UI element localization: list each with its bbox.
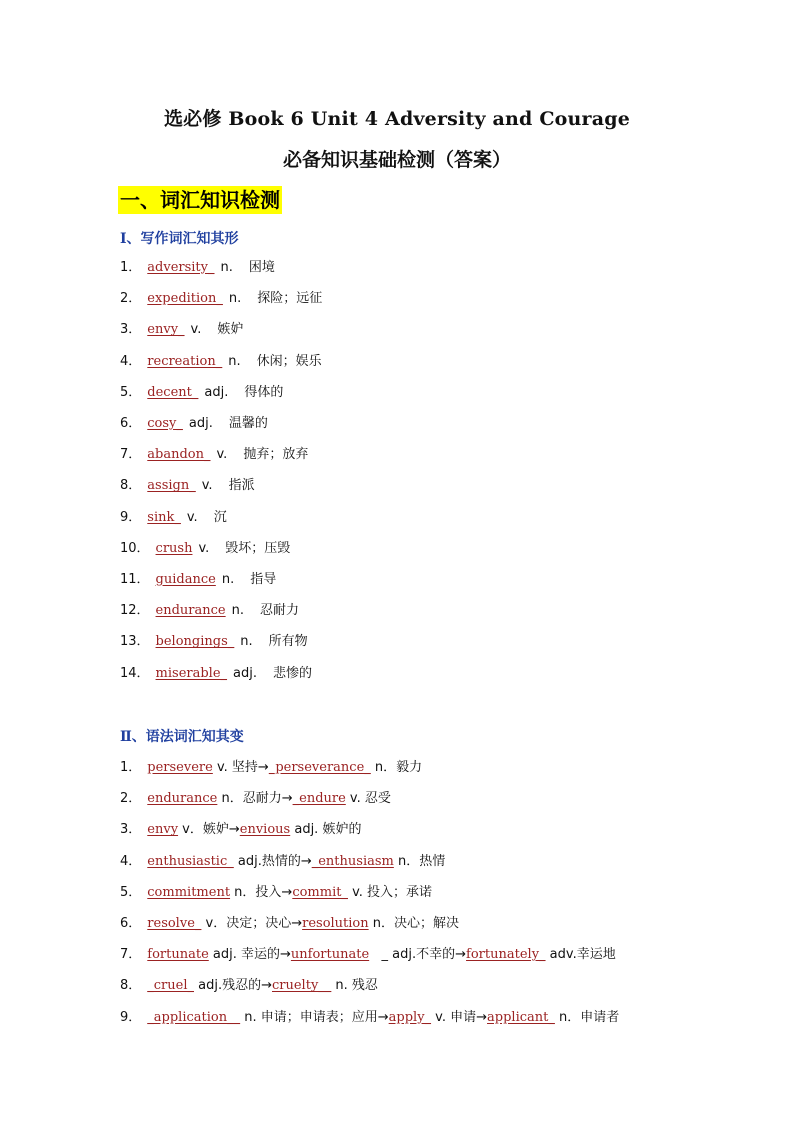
answer-word: endurance bbox=[147, 791, 218, 807]
word-gloss: v. 申请→ bbox=[431, 1009, 488, 1025]
chinese-meaning: 抛弃；放弃 bbox=[243, 447, 309, 463]
word-gloss: v. 投入；承诺 bbox=[347, 884, 433, 900]
word-gloss: n. 申请；申请表；应用→ bbox=[240, 1009, 389, 1025]
item-number: 6． bbox=[120, 416, 142, 431]
part-of-speech: n. bbox=[231, 603, 244, 619]
word-gloss: n．热情 bbox=[393, 853, 446, 869]
item-number: 13． bbox=[120, 634, 150, 650]
chinese-meaning: 得体的 bbox=[244, 384, 284, 400]
chinese-meaning: 休闲；娱乐 bbox=[256, 353, 322, 369]
vocab-row bbox=[120, 320, 243, 340]
answer-word: _application__ bbox=[147, 1009, 241, 1025]
word-family-row bbox=[120, 945, 616, 965]
chinese-meaning: 指导 bbox=[250, 572, 277, 587]
word-gloss: adj. 幸运的→ bbox=[208, 947, 291, 963]
word-gloss: v. 坚持→ bbox=[212, 760, 269, 775]
vocab-row bbox=[120, 539, 290, 559]
item-number: 1． bbox=[120, 260, 142, 275]
item-number: 4． bbox=[120, 853, 142, 869]
answer-word: enthusiastic_ bbox=[147, 853, 234, 869]
vocab-row bbox=[120, 383, 283, 403]
answer-word: envy_ bbox=[147, 322, 185, 338]
word-gloss: _ adj.不幸的→ bbox=[369, 947, 467, 963]
item-number: 1． bbox=[120, 760, 142, 775]
word-gloss: n．申请者 bbox=[554, 1009, 620, 1025]
answer-word: resolution bbox=[302, 916, 369, 931]
word-gloss: adj.残忍的→ bbox=[194, 978, 272, 994]
item-number: 9． bbox=[120, 1009, 142, 1025]
answer-word: envy bbox=[147, 822, 179, 838]
chinese-meaning: 所有物 bbox=[268, 634, 308, 650]
part-of-speech: adj. bbox=[188, 416, 213, 431]
vocab-row bbox=[120, 570, 276, 590]
part-of-speech: n. bbox=[221, 572, 235, 587]
part-of-speech: n. bbox=[240, 634, 253, 650]
answer-word: guidance bbox=[155, 572, 216, 587]
vocab-row bbox=[120, 601, 299, 621]
part-of-speech: v. bbox=[216, 447, 228, 463]
answer-word: unfortunate bbox=[290, 947, 370, 963]
word-gloss: n. 残忍 bbox=[331, 978, 378, 994]
answer-word: _perseverance_ bbox=[268, 760, 371, 775]
vocab-row bbox=[120, 632, 308, 652]
word-family-row bbox=[120, 820, 361, 840]
answer-word: belongings_ bbox=[155, 634, 235, 650]
answer-word: apply_ bbox=[388, 1009, 432, 1025]
item-number: 2． bbox=[120, 291, 142, 307]
document-subtitle: 必备知识基础检测（答案） bbox=[282, 149, 511, 171]
item-number: 4． bbox=[120, 353, 142, 369]
answer-word: _enthusiasm bbox=[311, 853, 394, 869]
vocab-row bbox=[120, 414, 268, 434]
part-of-speech: adj. bbox=[233, 665, 258, 681]
vocab-row bbox=[120, 258, 275, 278]
chinese-meaning: 嫉妒 bbox=[217, 322, 244, 338]
answer-word: abandon_ bbox=[147, 447, 211, 463]
part-of-speech: n. bbox=[228, 291, 242, 307]
item-number: 6． bbox=[120, 916, 142, 931]
word-gloss: n．忍耐力→ bbox=[217, 791, 293, 807]
part-of-speech: v. bbox=[201, 478, 213, 494]
chinese-meaning: 温馨的 bbox=[228, 416, 268, 431]
word-gloss: adj. 嫉妒的 bbox=[290, 822, 362, 838]
section-heading-vocabulary: 一、词汇知识检测 bbox=[120, 188, 280, 212]
vocab-row bbox=[120, 664, 312, 684]
answer-word: sink_ bbox=[147, 509, 181, 525]
word-family-row bbox=[120, 914, 459, 934]
chinese-meaning: 指派 bbox=[228, 478, 255, 494]
vocab-row bbox=[120, 352, 322, 372]
part2-heading: Ⅱ、语法词汇知其变 bbox=[120, 729, 244, 745]
word-gloss: adv.幸运地 bbox=[545, 947, 616, 963]
item-number: 3． bbox=[120, 822, 142, 838]
document-title: 选必修 Book 6 Unit 4 Adversity and Courage bbox=[163, 108, 631, 130]
item-number: 2． bbox=[120, 791, 142, 807]
part-of-speech: v. bbox=[186, 509, 198, 525]
word-family-row bbox=[120, 758, 422, 778]
answer-word: _endure bbox=[292, 791, 346, 807]
answer-word: persevere bbox=[147, 760, 213, 775]
answer-word: envious bbox=[239, 822, 291, 838]
item-number: 14． bbox=[120, 665, 150, 681]
answer-word: fortunate bbox=[147, 947, 209, 963]
answer-word: resolve_ bbox=[147, 916, 202, 931]
vocab-row bbox=[120, 508, 227, 528]
answer-word: cosy_ bbox=[147, 416, 183, 431]
answer-word: miserable_ bbox=[155, 665, 228, 681]
chinese-meaning: 忍耐力 bbox=[260, 603, 300, 619]
word-family-row bbox=[120, 789, 391, 809]
part-of-speech: n. bbox=[220, 260, 233, 275]
chinese-meaning: 探险；远征 bbox=[257, 291, 323, 307]
item-number: 9． bbox=[120, 509, 142, 525]
answer-word: crush bbox=[155, 540, 193, 556]
answer-word: commit_ bbox=[292, 884, 348, 900]
answer-word: adversity_ bbox=[147, 260, 215, 275]
vocab-row bbox=[120, 445, 308, 465]
word-family-row bbox=[120, 1008, 619, 1028]
chinese-meaning: 悲惨的 bbox=[273, 665, 313, 681]
item-number: 11． bbox=[120, 572, 150, 587]
item-number: 10． bbox=[120, 540, 150, 556]
word-gloss: v．决定；决心→ bbox=[201, 916, 303, 931]
item-number: 7． bbox=[120, 947, 142, 963]
item-number: 12． bbox=[120, 603, 150, 619]
word-family-row bbox=[120, 976, 378, 996]
answer-word: decent_ bbox=[147, 384, 199, 400]
item-number: 5． bbox=[120, 384, 142, 400]
item-number: 3． bbox=[120, 322, 142, 338]
answer-word: commitment bbox=[147, 884, 231, 900]
answer-word: fortunately_ bbox=[466, 947, 546, 963]
part1-heading: Ⅰ、写作词汇知其形 bbox=[120, 231, 239, 247]
chinese-meaning: 毁坏；压毁 bbox=[225, 540, 291, 556]
word-gloss: n．投入→ bbox=[230, 884, 293, 900]
part-of-speech: v. bbox=[190, 322, 202, 338]
word-gloss: adj.热情的→ bbox=[233, 853, 312, 869]
answer-word: _cruel_ bbox=[147, 978, 194, 994]
answer-word: endurance bbox=[155, 603, 226, 619]
vocab-row bbox=[120, 289, 322, 309]
word-gloss: n．毅力 bbox=[370, 760, 423, 775]
word-gloss: n．决心；解决 bbox=[368, 916, 460, 931]
part-of-speech: adj. bbox=[204, 384, 229, 400]
word-family-row bbox=[120, 883, 432, 903]
answer-word: assign_ bbox=[147, 478, 196, 494]
word-gloss: v．嫉妒→ bbox=[178, 822, 240, 838]
answer-word: expedition_ bbox=[147, 291, 223, 307]
answer-word: cruelty__ bbox=[272, 978, 332, 994]
word-family-row bbox=[120, 852, 445, 872]
item-number: 8． bbox=[120, 978, 142, 994]
part-of-speech: n. bbox=[228, 353, 241, 369]
chinese-meaning: 困境 bbox=[248, 260, 275, 275]
vocab-row bbox=[120, 476, 255, 496]
part-of-speech: v. bbox=[198, 540, 210, 556]
item-number: 8． bbox=[120, 478, 142, 494]
item-number: 7． bbox=[120, 447, 142, 463]
item-number: 5． bbox=[120, 884, 142, 900]
word-gloss: v. 忍受 bbox=[345, 791, 391, 807]
answer-word: applicant_ bbox=[487, 1009, 555, 1025]
answer-word: recreation_ bbox=[147, 353, 223, 369]
chinese-meaning: 沉 bbox=[213, 509, 227, 525]
